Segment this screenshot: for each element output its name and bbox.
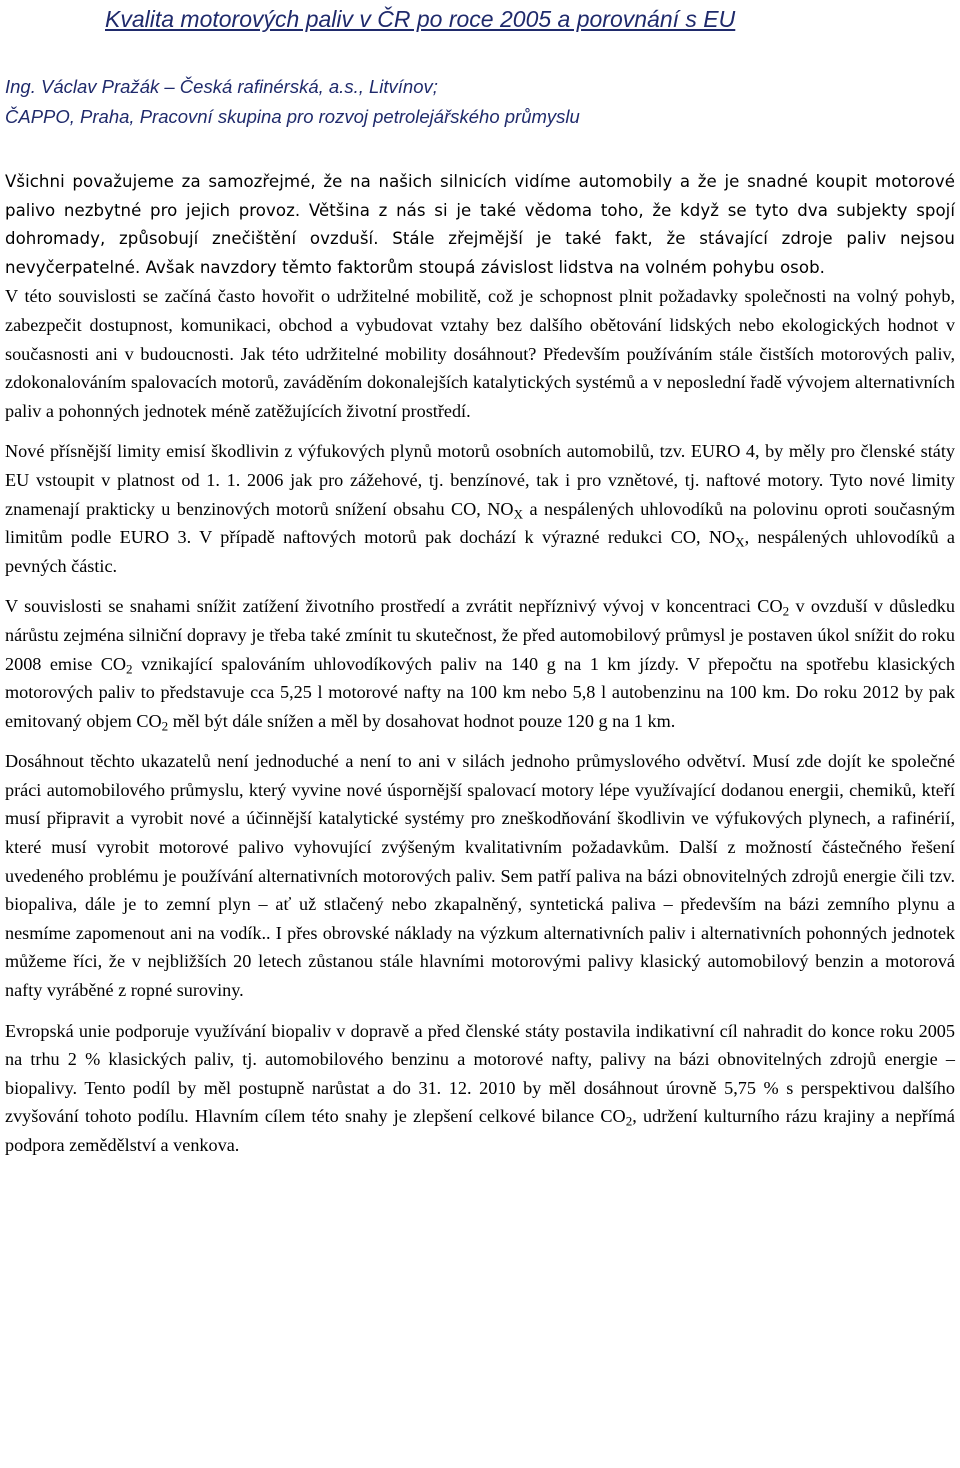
document-page xyxy=(5,0,955,1160)
author-line-1: Ing. Václav Pražák – Česká rafinérská, a.s., Litvínov; xyxy=(5,76,438,97)
paragraph-1-intro: Všichni považujeme za samozřejmé, že na našich silnicích vidíme automobily a že je snadné koupit motorové palivo nezbytné pro jejich provoz. Většina z nás si je také vědoma toho, že když se tyto dva subjekty spojí dohromady, způsobují znečištění ovzduší. Stále zřejmější je také fakt, že stávající zdroje paliv nejsou nevyčerpatelné. Avšak navzdory těmto faktorům stoupá závislost lidstva na volném pohybu osob. xyxy=(5,172,955,277)
document-title: Kvalita motorových paliv v ČR po roce 2005 a porovnání s EU xyxy=(105,6,736,32)
author-block xyxy=(5,72,955,132)
article-body xyxy=(5,168,955,1160)
paragraph-1-continued: V této souvislosti se začíná často hovořit o udržitelné mobilitě, což je schopnost plnit požadavky společnosti na volný pohyb, zabezpečit dostupnost, komunikaci, obchod a vybudovat vztahy bez dalšího obětování lidských nebo ekologických hodnot v současnosti ani v budoucnosti. Jak této udržitelné mobility dosáhnout? Především používáním stále čistších motorových paliv, zdokonalováním spalovacích motorů, zaváděním dokonalejších katalytických systémů a v neposlední řadě vývojem alternativních paliv a pohonných jednotek méně zatěžujících životní prostředí. xyxy=(5,286,955,421)
paragraph-2: Nové přísnější limity emisí škodlivin z výfukových plynů motorů osobních automobilů, tzv. EURO 4, by měly pro členské státy EU vstoupit v platnost od 1. 1. 2006 jak pro zážehové, tj. benzínové, tak i pro vznětové, tj. naftové motory. Tyto nové limity znamenají prakticky u benzinových motorů snížení obsahu CO, $NO_X$ a nespálených uhlovodíků na polovinu oproti současným limitům podle EURO 3. V případě naftových motorů pak dochází k výrazné redukci CO, $NO_X$, nespálených uhlovodíků a pevných částic. xyxy=(5,441,955,576)
author-line-2: ČAPPO, Praha, Pracovní skupina pro rozvoj petrolejářského průmyslu xyxy=(5,106,580,127)
paragraph-4: Dosáhnout těchto ukazatelů není jednoduché a není to ani v silách jednoho průmyslového odvětví. Musí zde dojít ke společné práci automobilového průmyslu, který vyvine nové úspornější spalovací motory lépe využívající dodanou energii, chemiků, kteří musí připravit a vyrobit nové a účinnější katalytické systémy pro zneškodňování škodlivin ve výfukových plynech, a rafinérií, které musí vyrobit motorové palivo vyhovující zvýšeným kvalitativním požadavkům. Další z možností částečného řešení uvedeného problému je používání alternativních motorových paliv. Sem patří paliva na bázi obnovitelných zdrojů energie čili tzv. biopaliva, dále je to zemní plyn – ať už stlačený nebo zkapalněný, syntetická paliva – především na bázi zemního plynu a nesmíme zapomenout ani na vodík.. I přes obrovské náklady na výzkum alternativních paliv i alternativních pohonných jednotek můžeme říci, že v nejbližších 20 letech zůstanou stále hlavními motorovými palivy klasický automobilový benzin a motorová nafty vyráběné z ropné suroviny. xyxy=(5,751,955,1001)
paragraph-5: Evropská unie podporuje využívání biopaliv v dopravě a před členské státy postavila indikativní cíl nahradit do konce roku 2005 na trhu 2 % klasických paliv, tj. automobilového benzinu a motorové nafty, palivy na bázi obnovitelných zdrojů energie – biopalivy. Tento podíl by měl postupně narůstat a do 31. 12. 2010 by měl dosáhnout úrovně 5,75 % s perspektivou dalšího zvyšování tohoto podílu. Hlavním cílem této snahy je zlepšení celkové bilance $CO_2$, udržení kulturního rázu krajiny a nepřímá podpora zemědělství a venkova. xyxy=(5,1020,956,1155)
paragraph-3: V souvislosti se snahami snížit zatížení životního prostředí a zvrátit nepříznivý vývoj v koncentraci $CO_2$ v ovzduší v důsledku nárůstu zejména silniční dopravy je třeba také zmínit tu skutečnost, že před automobilový průmysl je postaven úkol snížit do roku 2008 emise $CO_2$ vznikající spalováním uhlovodíkových paliv na 140 g na 1 km jízdy. V přepočtu na spotřebu klasických motorových paliv to představuje cca 5,25 l motorové nafty na 100 km nebo 5,8 l autobenzinu na 100 km. Do roku 2012 by pak emitovaný objem $CO_2$ měl být dále snížen a měl by dosahovat hodnot pouze 120 g na 1 km. xyxy=(5,596,955,733)
